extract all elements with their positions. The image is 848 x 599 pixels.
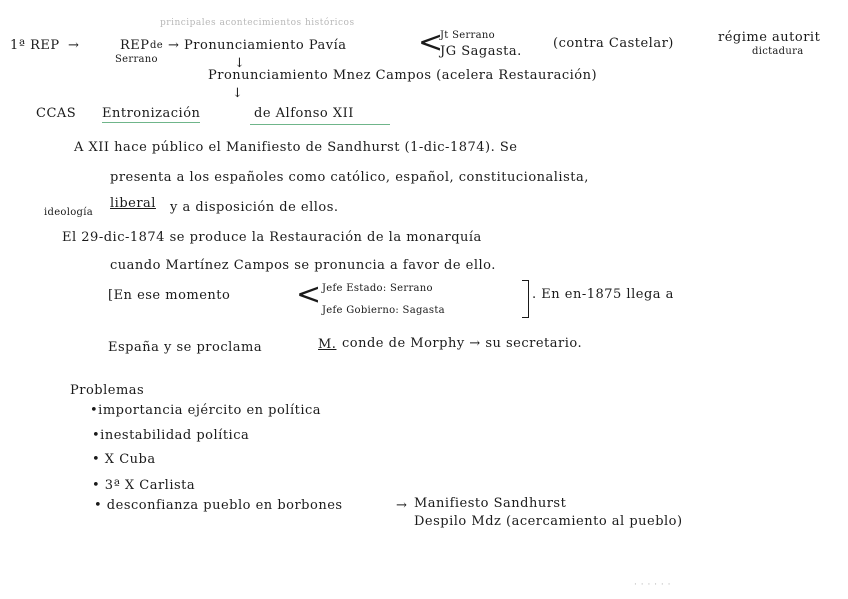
contra-castelar: (contra Castelar) (553, 36, 674, 51)
brace-icon: < (418, 25, 444, 60)
para2-line2: cuando Martínez Campos se pronuncia a favor de ello. (110, 258, 496, 273)
en-1875-llega: . En en-1875 llega a (532, 287, 674, 302)
faint-footer: · · · · · · (634, 580, 671, 590)
para1-line2: presenta a los españoles como católico, español, constitucionalista, (110, 170, 589, 185)
espana-proclama: España y se proclama (108, 340, 263, 355)
problem-item: • desconfianza pueblo en borbones (94, 498, 343, 513)
arrow-right-icon-2: → (396, 498, 408, 513)
jefe-gobierno: Jefe Gobierno: Sagasta (322, 305, 445, 316)
problem-item: •inestabilidad política (92, 428, 250, 443)
alfonso-heading: de Alfonso XII (254, 106, 354, 121)
conde-morphy: conde de Morphy → su secretario. (342, 336, 583, 351)
problemas-title: Problemas (70, 383, 145, 398)
entronizacion-heading: Entronización (102, 106, 201, 121)
rep-sub-serrano: Serrano (115, 54, 158, 65)
dictadura: dictadura (752, 46, 804, 57)
ideologia-label: ideología (44, 207, 94, 218)
problem-item: • 3ª X Carlista (92, 478, 196, 493)
bracket-close (522, 280, 529, 318)
pronunciamiento-campos: Pronunciamiento Mnez Campos (acelera Restauración) (208, 68, 598, 83)
problem-item: • X Cuba (92, 452, 156, 467)
first-republic-label: 1ª REP (10, 38, 60, 53)
jefe-estado: Jefe Estado: Serrano (322, 283, 433, 294)
sub-manifiesto: Manifiesto Sandhurst (414, 496, 567, 511)
green-underline (250, 124, 390, 125)
sub-despilo: Despilo Mdz (acercamiento al pueblo) (414, 514, 683, 529)
brace-item-sagasta: JG Sagasta. (440, 44, 522, 59)
regime-autoritario: régime autorit (718, 30, 821, 45)
m-abbrev: M. (318, 337, 337, 352)
para2-line1: El 29-dic-1874 se produce la Restauración de la monarquía (62, 230, 482, 245)
arrow-down-icon-2: ↓ (232, 86, 244, 101)
pronunciamiento-pavia: → Pronunciamiento Pavía (168, 38, 347, 53)
brace-item-serrano: Jt Serrano (440, 30, 495, 41)
para1-line1: A XII hace público el Manifiesto de Sandhurst (1-dic-1874). Se (74, 140, 518, 155)
arrow-right-icon: → (68, 38, 80, 53)
para1-line3: y a disposición de ellos. (170, 200, 339, 215)
rep-de: de (150, 40, 163, 51)
arrow-down-icon: ↓ (234, 56, 246, 71)
rep-label: REP (120, 38, 150, 53)
ccas-label: CCAS (36, 106, 77, 121)
liberal-word: liberal (110, 196, 156, 211)
problem-item: •importancia ejército en política (90, 403, 322, 418)
faint-heading: principales acontecimientos históricos (160, 18, 355, 28)
en-ese-momento: [En ese momento (108, 288, 231, 303)
brace-icon-2: < (296, 277, 322, 312)
